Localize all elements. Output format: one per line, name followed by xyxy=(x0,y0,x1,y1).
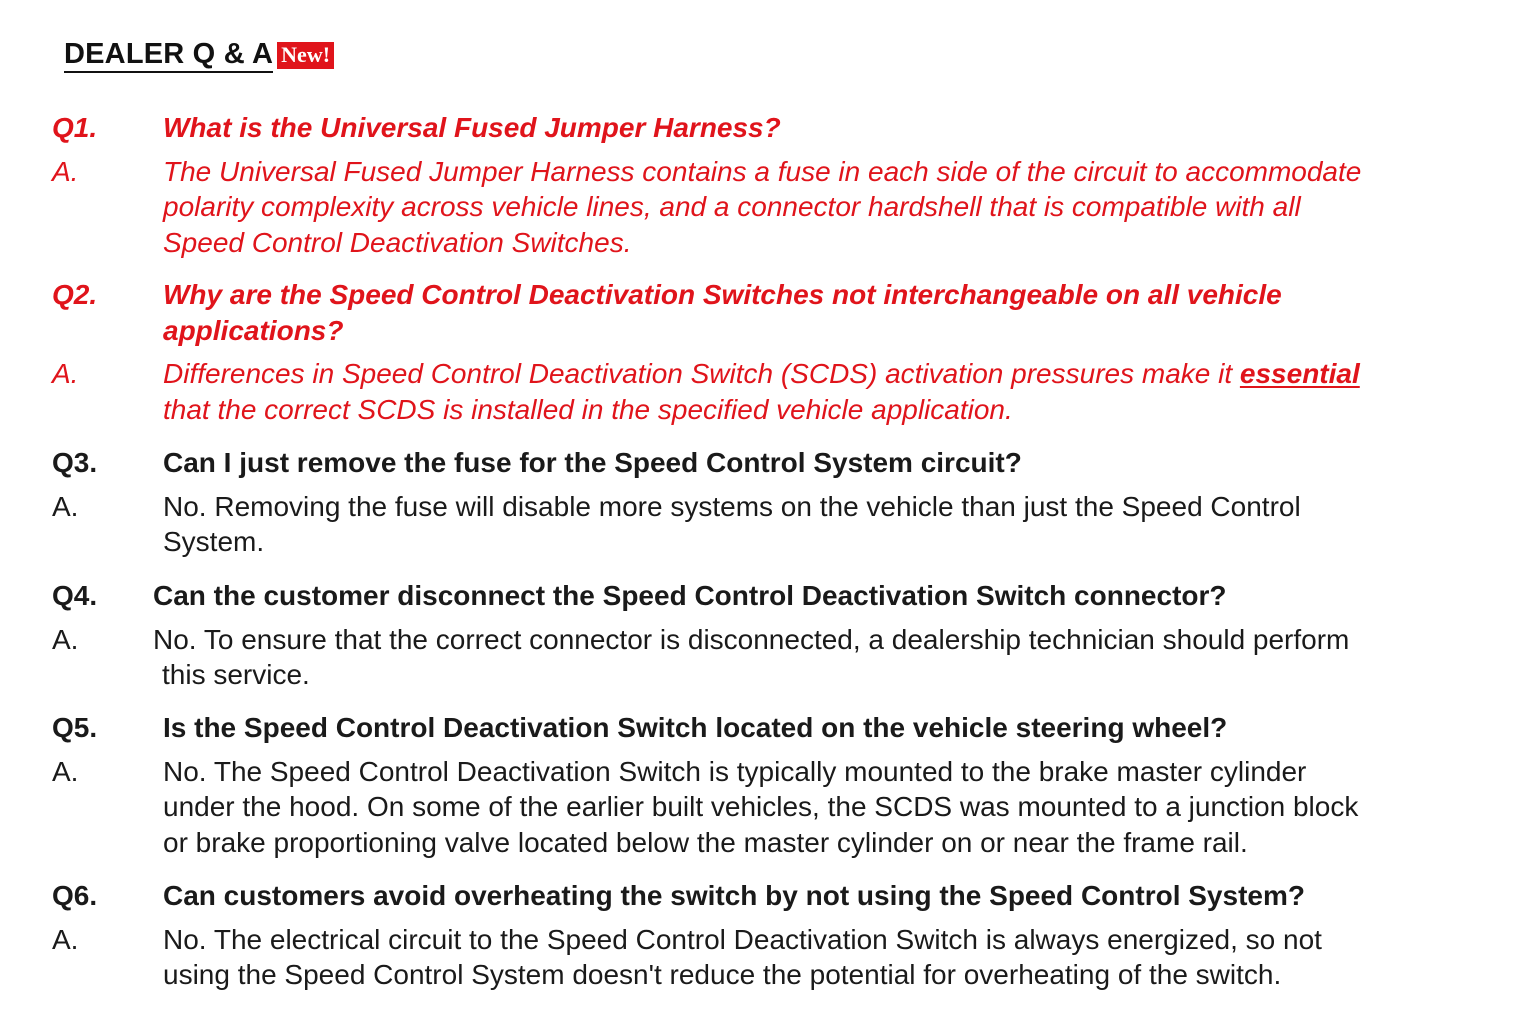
question-text: Can customers avoid overheating the switch by not using the Speed Control System? xyxy=(163,880,1305,911)
qa-item-3 xyxy=(52,445,1492,560)
answer-text xyxy=(163,754,1492,861)
question-text: Can the customer disconnect the Speed Control Deactivation Switch connector? xyxy=(153,580,1227,611)
answer-line: No. The electrical circuit to the Speed Control Deactivation Switch is always energized, so not xyxy=(163,923,1322,955)
qa-item-1 xyxy=(52,110,1492,260)
new-badge: New! xyxy=(277,42,334,69)
question-3 xyxy=(52,445,1492,481)
answer-line: using the Speed Control System doesn't reduce the potential for overheating of the switch. xyxy=(163,959,1282,990)
answer-label: A. xyxy=(52,923,79,955)
answer-text xyxy=(163,154,1492,261)
question-line: applications? xyxy=(163,314,344,346)
question-text: Is the Speed Control Deactivation Switch located on the vehicle steering wheel? xyxy=(163,712,1228,743)
question-2 xyxy=(52,277,1492,348)
answer-line: No. To ensure that the correct connector is disconnected, a dealership technician should perform xyxy=(153,623,1350,655)
answer-line-start: Differences in Speed Control Deactivation Switch (SCDS) activation pressures make it xyxy=(163,358,1240,389)
qa-item-4 xyxy=(52,578,1492,693)
answer-text xyxy=(163,489,1492,560)
answer-line: under the hood. On some of the earlier built vehicles, the SCDS was mounted to a junction block xyxy=(163,791,1359,822)
answer-text xyxy=(163,922,1492,993)
answer-line: that the correct SCDS is installed in the specified vehicle application. xyxy=(163,393,1013,425)
answer-text xyxy=(153,622,1492,693)
answer-line: No. The Speed Control Deactivation Switch is typically mounted to the brake master cylinder xyxy=(163,755,1307,787)
answer-label: A. xyxy=(52,155,79,187)
answer-label: A. xyxy=(52,490,79,522)
header xyxy=(64,38,334,73)
answer-text xyxy=(163,356,1492,427)
question-text: Can I just remove the fuse for the Speed Control System circuit? xyxy=(163,447,1022,478)
question-label: Q5. xyxy=(52,712,98,743)
answer-label: A. xyxy=(52,358,79,389)
question-label: Q2. xyxy=(52,279,98,310)
question-4 xyxy=(52,578,1492,614)
answer-1 xyxy=(52,154,1492,261)
answer-line: No. Removing the fuse will disable more systems on the vehicle than just the Speed Control xyxy=(163,490,1301,522)
qa-item-6 xyxy=(52,878,1492,993)
qa-item-5 xyxy=(52,710,1492,860)
question-label: Q4. xyxy=(52,580,98,611)
question-5 xyxy=(52,710,1492,746)
question-label: Q1. xyxy=(52,112,98,143)
answer-line: or brake proportioning valve located below the master cylinder on or near the frame rail. xyxy=(163,826,1248,858)
answer-label: A. xyxy=(52,755,79,787)
question-label: Q3. xyxy=(52,447,98,478)
qa-item-2 xyxy=(52,277,1492,427)
answer-4 xyxy=(52,622,1492,693)
emphasis-word: essential xyxy=(1239,358,1360,389)
answer-line: polarity complexity across vehicle lines, and a connector hardshell that is compatible with all xyxy=(163,191,1301,222)
answer-line: this service. xyxy=(162,659,310,690)
answer-line: System. xyxy=(163,526,265,557)
question-line: Why are the Speed Control Deactivation Switches not interchangeable on all vehicle xyxy=(163,279,1282,310)
answer-6 xyxy=(52,922,1492,993)
page-title: DEALER Q & A xyxy=(64,38,273,73)
answer-label: A. xyxy=(52,623,79,655)
answer-line: Speed Control Deactivation Switches. xyxy=(163,226,632,258)
question-6 xyxy=(52,878,1492,914)
answer-line: The Universal Fused Jumper Harness contains a fuse in each side of the circuit to accommodate xyxy=(163,155,1362,187)
question-1 xyxy=(52,110,1492,146)
question-text xyxy=(163,277,1492,348)
answer-2 xyxy=(52,356,1492,427)
question-label: Q6. xyxy=(52,880,98,911)
answer-5 xyxy=(52,754,1492,861)
question-text: What is the Universal Fused Jumper Harness? xyxy=(163,112,781,143)
answer-3 xyxy=(52,489,1492,560)
answer-line xyxy=(163,356,1492,392)
